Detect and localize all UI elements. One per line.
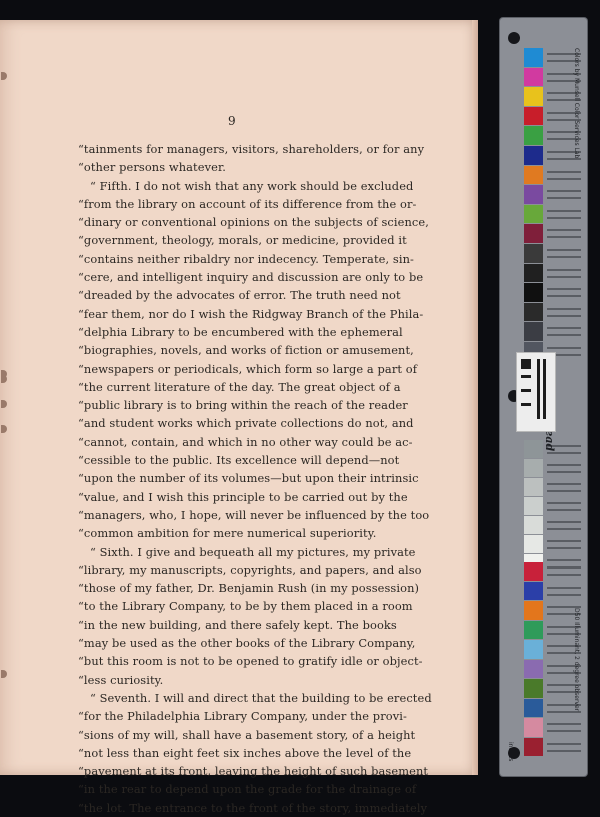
color-swatch bbox=[524, 87, 543, 106]
text-line: “contains neither ribaldry nor indecency. Temperate, sin- bbox=[78, 251, 414, 266]
strip-hole bbox=[508, 747, 520, 759]
text-line: “less curiosity. bbox=[78, 672, 164, 687]
text-line: “ Fifth. I do not wish that any work should be excluded bbox=[90, 178, 414, 193]
color-swatch bbox=[524, 185, 543, 204]
text-line: “not less than eight feet six inches above the level of the bbox=[78, 745, 412, 760]
color-swatch bbox=[524, 718, 543, 737]
text-line: “but this room is not to be opened to gratify idle or object- bbox=[78, 654, 423, 669]
color-swatch bbox=[524, 478, 543, 496]
color-swatch bbox=[524, 283, 543, 302]
text-line: “in the rear to depend upon the grade for the drainage of bbox=[78, 782, 417, 797]
color-swatch bbox=[524, 679, 543, 698]
swatch-values bbox=[544, 582, 584, 601]
swatch-values bbox=[544, 205, 584, 224]
swatch-values bbox=[544, 562, 584, 581]
text-line: “and student works which private collections do not, and bbox=[78, 416, 414, 431]
color-swatch bbox=[524, 48, 543, 67]
binding-hole bbox=[1, 400, 7, 408]
swatch-values bbox=[544, 166, 584, 185]
text-line: “sions of my will, shall have a basement story, of a height bbox=[78, 727, 416, 742]
text-line: “biographies, novels, and works of fiction or amusement, bbox=[78, 343, 414, 358]
text-line: “from the library on account of its difference from the or- bbox=[78, 196, 417, 211]
swatch-values bbox=[544, 478, 584, 496]
color-swatch bbox=[524, 146, 543, 165]
text-line: “other persons whatever. bbox=[78, 160, 226, 175]
text-line: “managers, who, I hope, will never be influenced by the too bbox=[78, 507, 430, 522]
color-swatch bbox=[524, 322, 543, 341]
text-line: “to the Library Company, to be by them placed in a room bbox=[78, 599, 413, 614]
strip-hole bbox=[508, 32, 520, 44]
swatch-values bbox=[544, 718, 584, 737]
binding-hole bbox=[1, 670, 7, 678]
swatch-values bbox=[544, 264, 584, 283]
binding-hole bbox=[1, 72, 7, 80]
color-swatch bbox=[524, 535, 543, 553]
text-line: “fear them, nor do I wish the Ridgway Branch of the Phila- bbox=[78, 306, 424, 321]
binding-hole bbox=[1, 425, 7, 433]
text-line: “ Seventh. I will and direct that the building to be erected bbox=[90, 690, 432, 705]
calibration-target bbox=[516, 352, 556, 432]
text-line: “cere, and intelligent inquiry and discussion are only to be bbox=[78, 270, 424, 285]
color-swatch bbox=[524, 303, 543, 322]
text-line: “dreaded by the advocates of error. The truth need not bbox=[78, 288, 401, 303]
swatch-values bbox=[544, 244, 584, 263]
binding-hole bbox=[1, 375, 7, 383]
color-swatch bbox=[524, 166, 543, 185]
color-swatch bbox=[524, 621, 543, 640]
swatch-values bbox=[544, 185, 584, 204]
color-swatch bbox=[524, 224, 543, 243]
color-swatch bbox=[524, 244, 543, 263]
color-swatch bbox=[524, 205, 543, 224]
text-line: “cannot, contain, and which in no other way could be ac- bbox=[78, 434, 413, 449]
swatch-values bbox=[544, 535, 584, 553]
text-line: “library, my manuscripts, copyrights, and papers, and also bbox=[78, 562, 422, 577]
text-line: “cessible to the public. Its excellence will depend—not bbox=[78, 453, 400, 468]
text-line: “newspapers or periodicals, which form so large a part of bbox=[78, 361, 418, 376]
swatch-values bbox=[544, 322, 584, 341]
text-line: “public library is to bring within the reach of the reader bbox=[78, 398, 408, 413]
swatch-values bbox=[544, 738, 584, 757]
body-text bbox=[78, 140, 432, 817]
text-line: “dinary or conventional opinions on the subjects of science, bbox=[78, 215, 429, 230]
color-swatch bbox=[524, 264, 543, 283]
text-line: “common ambition for mere numerical superiority. bbox=[78, 526, 377, 541]
swatch-values bbox=[544, 516, 584, 534]
swatch-values bbox=[544, 459, 584, 477]
swatch-values bbox=[544, 224, 584, 243]
text-line: “may be used as the other books of the Library Company, bbox=[78, 636, 416, 651]
strip-top-label: Colors by Munsell Color Services Lab bbox=[573, 48, 580, 159]
text-line: “the lot. The entrance to the front of the story, immediately bbox=[78, 800, 428, 815]
text-line: “government, theology, morals, or medicine, provided it bbox=[78, 233, 407, 248]
color-swatch bbox=[524, 459, 543, 477]
text-line: “delphia Library to be encumbered with the ephemeral bbox=[78, 324, 403, 339]
swatch-values bbox=[544, 497, 584, 515]
text-line: “those of my father, Dr. Benjamin Rush (in my possession) bbox=[78, 581, 420, 596]
color-swatch bbox=[524, 699, 543, 718]
text-line: “pavement at its front, leaving the height of such basement bbox=[78, 764, 429, 779]
color-swatch bbox=[524, 440, 543, 458]
swatch-values bbox=[544, 303, 584, 322]
color-swatch bbox=[524, 562, 543, 581]
color-swatch bbox=[524, 126, 543, 145]
color-swatch bbox=[524, 738, 543, 757]
color-swatch bbox=[524, 640, 543, 659]
swatch-values bbox=[544, 283, 584, 302]
color-swatch bbox=[524, 107, 543, 126]
text-line: “ Sixth. I give and bequeath all my pictures, my private bbox=[90, 544, 416, 559]
color-swatch bbox=[524, 601, 543, 620]
color-swatch bbox=[524, 660, 543, 679]
color-swatch bbox=[524, 497, 543, 515]
text-line: “value, and I wish this principle to be carried out by the bbox=[78, 489, 408, 504]
text-line: “for the Philadelphia Library Company, under the provi- bbox=[78, 709, 407, 724]
color-swatch bbox=[524, 68, 543, 87]
text-line: “upon the number of its volumes—but upon their intrinsic bbox=[78, 471, 419, 486]
color-swatch bbox=[524, 516, 543, 534]
color-swatch bbox=[524, 582, 543, 601]
text-line: “in the new building, and there safely kept. The books bbox=[78, 617, 397, 632]
document-page bbox=[0, 20, 478, 815]
page-number: 9 bbox=[228, 114, 236, 128]
text-line: “tainments for managers, visitors, shareholders, or for any bbox=[78, 142, 425, 156]
text-line: “the current literature of the day. The great object of a bbox=[78, 379, 401, 394]
strip-bottom-label: D50 Illuminant, 2 degree observer bbox=[573, 608, 580, 712]
